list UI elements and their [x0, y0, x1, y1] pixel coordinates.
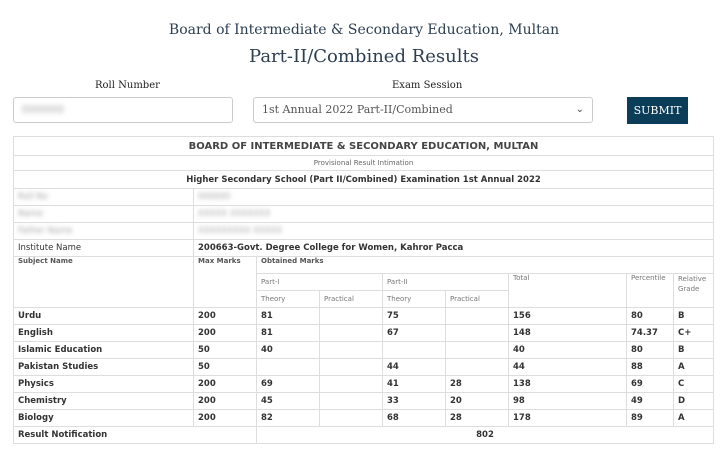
part1-header: Part-I	[257, 274, 383, 291]
grade: A	[674, 359, 714, 376]
percentile: 80	[627, 342, 674, 359]
part1-theory	[257, 359, 320, 376]
grade: B	[674, 308, 714, 325]
result-notification-label: Result Notification	[14, 427, 257, 444]
page-title: Part-II/Combined Results	[249, 46, 479, 67]
subject-header: Subject Name	[14, 257, 194, 308]
grade-header: Relative Grade	[674, 274, 714, 308]
grade: B	[674, 342, 714, 359]
subject-name: Urdu	[14, 308, 194, 325]
personal-row	[14, 189, 714, 206]
result-notification-value: 802	[257, 427, 714, 444]
total-header: Total	[509, 274, 627, 308]
part2-practical: 28	[446, 410, 509, 427]
personal-row	[14, 223, 714, 240]
total: 138	[509, 376, 627, 393]
part2-practical	[446, 308, 509, 325]
max-marks-header: Max Marks	[194, 257, 257, 308]
institute-value: 200663-Govt. Degree College for Women, Kahror Pacca	[194, 240, 714, 257]
table-row	[14, 376, 714, 393]
obtained-marks-header: Obtained Marks	[257, 257, 714, 274]
subject-name: English	[14, 325, 194, 342]
part2-theory: 33	[383, 393, 446, 410]
grade: A	[674, 410, 714, 427]
part1-practical	[320, 376, 383, 393]
part2-practical: 28	[446, 376, 509, 393]
part2-theory: 44	[383, 359, 446, 376]
provisional-note: Provisional Result Intimation	[14, 156, 714, 171]
total: 44	[509, 359, 627, 376]
subject-name: Chemistry	[14, 393, 194, 410]
personal-value: XXXXX XXXXXXX	[194, 206, 714, 223]
result-table	[13, 136, 714, 444]
part2-theory	[383, 342, 446, 359]
subject-name: Physics	[14, 376, 194, 393]
personal-row	[14, 206, 714, 223]
part2-practical	[446, 325, 509, 342]
part2-practical: 20	[446, 393, 509, 410]
part2-theory: 68	[383, 410, 446, 427]
part1-theory: 82	[257, 410, 320, 427]
result-board-name: BOARD OF INTERMEDIATE & SECONDARY EDUCATION, MULTAN	[14, 137, 714, 156]
grade: D	[674, 393, 714, 410]
part1-practical	[320, 359, 383, 376]
personal-value: XXXXXXXXX XXXXX	[194, 223, 714, 240]
percentile: 89	[627, 410, 674, 427]
exam-session-select[interactable]	[253, 97, 593, 123]
percentile-header: Percentile	[627, 274, 674, 308]
roll-number-label: Roll Number	[95, 80, 160, 91]
part1-practical	[320, 325, 383, 342]
part1-theory: 40	[257, 342, 320, 359]
percentile: 80	[627, 308, 674, 325]
theory-header: Theory	[257, 291, 320, 308]
roll-number-input[interactable]	[13, 97, 233, 123]
table-row	[14, 393, 714, 410]
practical-header: Practical	[446, 291, 509, 308]
total: 156	[509, 308, 627, 325]
practical-header: Practical	[320, 291, 383, 308]
percentile: 69	[627, 376, 674, 393]
grade: C	[674, 376, 714, 393]
part1-practical	[320, 308, 383, 325]
part2-practical	[446, 342, 509, 359]
exam-title: Higher Secondary School (Part II/Combined) Examination 1st Annual 2022	[14, 171, 714, 189]
personal-label: Name	[14, 206, 194, 223]
total: 40	[509, 342, 627, 359]
percentile: 88	[627, 359, 674, 376]
part2-theory: 41	[383, 376, 446, 393]
part2-theory: 75	[383, 308, 446, 325]
part1-practical	[320, 410, 383, 427]
max-marks: 200	[194, 410, 257, 427]
personal-label: Father Name	[14, 223, 194, 240]
subject-name: Biology	[14, 410, 194, 427]
total: 148	[509, 325, 627, 342]
chevron-down-icon: ⌄	[575, 104, 584, 115]
total: 98	[509, 393, 627, 410]
theory-header: Theory	[383, 291, 446, 308]
table-row	[14, 325, 714, 342]
max-marks: 50	[194, 359, 257, 376]
institute-row	[14, 240, 714, 257]
part1-theory: 81	[257, 308, 320, 325]
roll-number-value: 000000	[22, 103, 64, 116]
table-header-row	[14, 257, 714, 274]
part1-practical	[320, 393, 383, 410]
table-row	[14, 410, 714, 427]
exam-session-value: 1st Annual 2022 Part-II/Combined	[262, 103, 453, 116]
institute-label: Institute Name	[14, 240, 194, 257]
personal-label: Roll No	[14, 189, 194, 206]
percentile: 49	[627, 393, 674, 410]
table-row	[14, 342, 714, 359]
board-heading: Board of Intermediate & Secondary Education, Multan	[168, 22, 560, 38]
max-marks: 50	[194, 342, 257, 359]
max-marks: 200	[194, 325, 257, 342]
max-marks: 200	[194, 376, 257, 393]
submit-button[interactable]: SUBMIT	[627, 97, 688, 124]
max-marks: 200	[194, 308, 257, 325]
part2-header: Part-II	[383, 274, 509, 291]
subject-name: Pakistan Studies	[14, 359, 194, 376]
subject-name: Islamic Education	[14, 342, 194, 359]
percentile: 74.37	[627, 325, 674, 342]
grade: C+	[674, 325, 714, 342]
part1-theory: 81	[257, 325, 320, 342]
personal-value: 000000	[194, 189, 714, 206]
result-notification-row	[14, 427, 714, 444]
exam-session-label: Exam Session	[392, 80, 463, 91]
part2-practical	[446, 359, 509, 376]
table-row	[14, 308, 714, 325]
part2-theory: 67	[383, 325, 446, 342]
part1-theory: 69	[257, 376, 320, 393]
part1-practical	[320, 342, 383, 359]
part1-theory: 45	[257, 393, 320, 410]
total: 178	[509, 410, 627, 427]
table-row	[14, 359, 714, 376]
max-marks: 200	[194, 393, 257, 410]
